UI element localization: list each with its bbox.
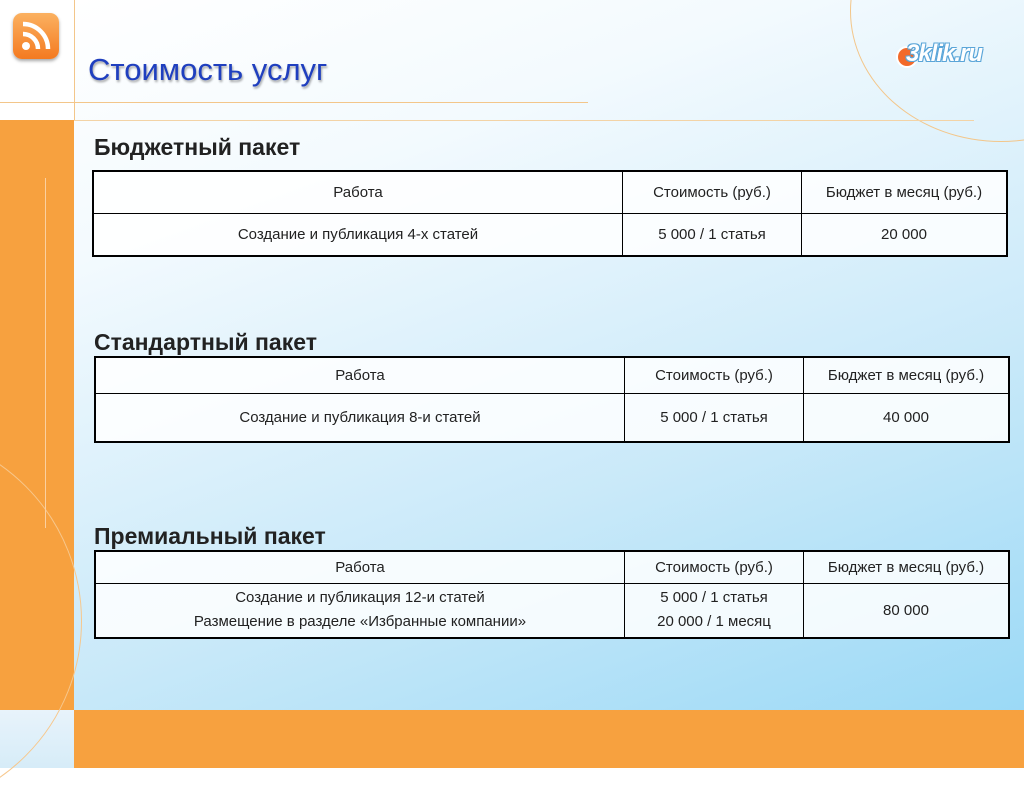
header-divider: [0, 102, 588, 103]
package-title: Стандартный пакет: [94, 329, 317, 355]
table-row: [95, 583, 1009, 638]
cell-work-line: Размещение в разделе «Избранные компании»: [193, 613, 527, 631]
column-header-budget: Бюджет в месяц (руб.): [804, 357, 1010, 393]
price-table-budget: [92, 170, 1008, 257]
bottom-orange-bar: [74, 710, 1024, 768]
column-header-cost: Стоимость (руб.): [625, 551, 804, 583]
column-header-work: Работа: [93, 171, 623, 213]
cell-work: Создание и публикация 4-х статей: [93, 213, 623, 256]
column-header-budget: Бюджет в месяц (руб.): [804, 551, 1010, 583]
cell-budget: 80 000: [804, 583, 1010, 638]
column-header-budget: Бюджет в месяц (руб.): [802, 171, 1008, 213]
cell-work: [95, 583, 625, 638]
table-row: [93, 213, 1007, 256]
cell-budget: 20 000: [802, 213, 1008, 256]
cell-cost-line: 20 000 / 1 месяц: [657, 613, 771, 631]
cell-cost: 5 000 / 1 статья: [623, 213, 802, 256]
column-header-work: Работа: [95, 551, 625, 583]
table-header-row: [93, 171, 1007, 213]
brand-logo: [896, 40, 1008, 70]
column-header-cost: Стоимость (руб.): [623, 171, 802, 213]
header-divider: [74, 0, 75, 120]
table-row: [95, 393, 1009, 442]
cell-cost-line: 5 000 / 1 статья: [660, 589, 768, 607]
table-header-row: [95, 357, 1009, 393]
package-title: Премиальный пакет: [94, 523, 326, 549]
cell-cost: [625, 583, 804, 638]
rss-feed-icon: [13, 13, 59, 59]
logo-text: 3klik.ru: [906, 40, 983, 67]
cell-cost: 5 000 / 1 статья: [625, 393, 804, 442]
table-header-row: [95, 551, 1009, 583]
package-title: Бюджетный пакет: [94, 134, 301, 160]
cell-work: Создание и публикация 8-и статей: [95, 393, 625, 442]
decorative-line: [45, 178, 46, 528]
column-header-work: Работа: [95, 357, 625, 393]
price-table-standard: [94, 356, 1010, 443]
cell-work-line: Создание и публикация 12-и статей: [235, 589, 485, 607]
column-header-cost: Стоимость (руб.): [625, 357, 804, 393]
cell-budget: 40 000: [804, 393, 1010, 442]
header-divider: [74, 120, 974, 121]
page-title: Стоимость услуг: [88, 52, 328, 87]
price-table-premium: [94, 550, 1010, 639]
